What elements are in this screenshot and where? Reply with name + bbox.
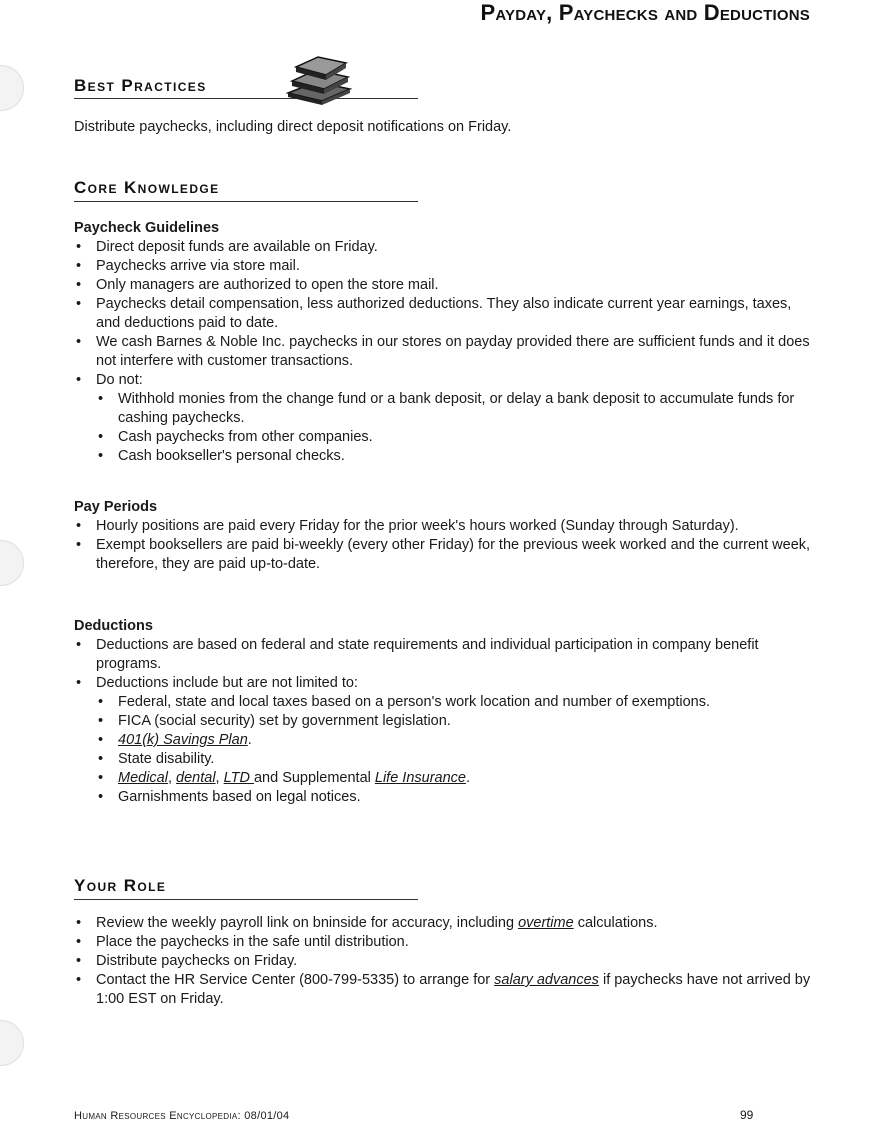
list-item: • Paychecks detail compensation, less authorized deductions. They also indicate current year earnings, taxes, and deductions paid to date. [74, 295, 814, 333]
period: . [465, 770, 471, 786]
pay-periods-section [74, 498, 814, 574]
ltd-link[interactable]: LTD [223, 770, 254, 786]
books-icon [282, 55, 354, 105]
do-not-list [96, 390, 814, 466]
list-item: • Cash paychecks from other companies. [96, 428, 814, 447]
list-item: • State disability. [96, 750, 814, 769]
binder-hole [0, 540, 24, 586]
list-item: • FICA (social security) set by government legislation. [96, 712, 814, 731]
paycheck-guidelines-section [74, 219, 814, 466]
core-knowledge-heading: Core Knowledge [74, 178, 220, 197]
your-role-list [74, 914, 814, 1009]
pay-periods-list [74, 517, 814, 574]
and-supplemental-text: and Supplemental [253, 770, 375, 786]
list-item: • Do not: [74, 371, 814, 390]
separator: , [215, 770, 224, 786]
section-rule [74, 98, 418, 99]
section-rule [74, 899, 418, 900]
list-item: • Deductions are based on federal and state requirements and individual participation in company benefit programs. [74, 636, 814, 674]
list-item: • Direct deposit funds are available on Friday. [74, 238, 814, 257]
binder-hole [0, 1020, 24, 1066]
binder-hole [0, 65, 24, 111]
deductions-heading: Deductions [74, 618, 153, 634]
contact-text-end: if paychecks have not arrived by 1:00 EST on Friday. [96, 972, 811, 1007]
dental-link[interactable]: dental [176, 770, 216, 786]
list-item: • Place the paychecks in the safe until distribution. [74, 933, 814, 952]
footer-encyclopedia: Human Resources Encyclopedia: 08/01/04 [74, 1110, 290, 1122]
deductions-sub-list [96, 693, 814, 807]
savings-plan-period: . [247, 732, 252, 748]
savings-plan-link[interactable]: 401(k) Savings Plan [118, 732, 248, 748]
list-item: • Deductions include but are not limited to: [74, 674, 814, 693]
list-item: • Garnishments based on legal notices. [96, 788, 814, 807]
list-item [74, 914, 814, 933]
list-item: • Exempt booksellers are paid bi-weekly (every other Friday) for the previous week worked and the current week, therefore, they are paid up-to-date. [74, 536, 814, 574]
deductions-list [74, 636, 814, 693]
section-rule [74, 201, 418, 202]
list-item: • Paychecks arrive via store mail. [74, 257, 814, 276]
page-number: 99 [740, 1108, 754, 1122]
salary-advances-link[interactable]: salary advances [494, 972, 599, 988]
medical-link[interactable]: Medical [118, 770, 168, 786]
review-text-end: calculations. [573, 915, 658, 931]
review-text: Review the weekly payroll link on bninside for accuracy, including [96, 915, 519, 931]
life-insurance-link[interactable]: Life Insurance [374, 770, 466, 786]
list-item: • Withhold monies from the change fund or a bank deposit, or delay a bank deposit to accumulate funds for cashing paychecks. [96, 390, 814, 428]
pay-periods-heading: Pay Periods [74, 499, 158, 515]
list-item: • Only managers are authorized to open the store mail. [74, 276, 814, 295]
best-practices-heading: Best Practices [74, 76, 207, 95]
list-item: • We cash Barnes & Noble Inc. paychecks in our stores on payday provided there are sufficient funds and it does not interfere with customer transactions. [74, 333, 814, 371]
list-item: • Distribute paychecks on Friday. [74, 952, 814, 971]
deductions-section [74, 617, 814, 807]
separator: , [167, 770, 177, 786]
overtime-link[interactable]: overtime [518, 915, 574, 931]
best-practices-text: Distribute paychecks, including direct deposit notifications on Friday. [74, 119, 512, 135]
list-item: • Federal, state and local taxes based on a person's work location and number of exemptions. [96, 693, 814, 712]
contact-text: Contact the HR Service Center (800-799-5335) to arrange for [96, 972, 495, 988]
page-title: Payday, Paychecks and Deductions [480, 0, 810, 25]
list-item [96, 731, 814, 750]
list-item [96, 769, 814, 788]
list-item: • Hourly positions are paid every Friday for the prior week's hours worked (Sunday through Saturday). [74, 517, 814, 536]
your-role-heading: Your Role [74, 876, 167, 895]
list-item [74, 971, 814, 1009]
your-role-section [74, 914, 814, 1009]
paycheck-guidelines-heading: Paycheck Guidelines [74, 220, 220, 236]
paycheck-guidelines-list [74, 238, 814, 390]
list-item: • Cash bookseller's personal checks. [96, 447, 814, 466]
